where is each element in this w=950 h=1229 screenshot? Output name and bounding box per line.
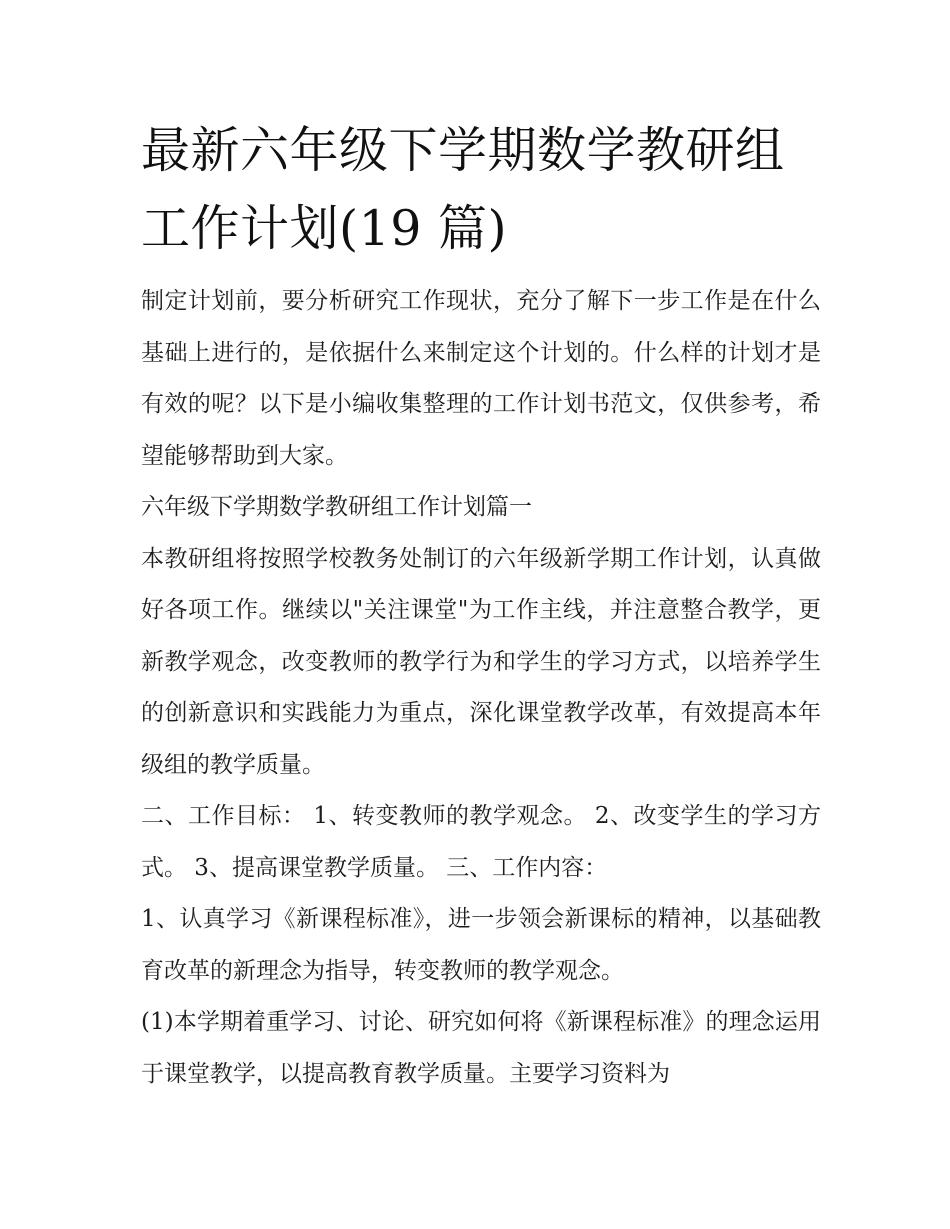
content-item-1: 1、认真学习《新课程标准》，进一步领会新课标的精神，以基础教育改革的新理念为指导，转变教师的教学观念。 [141, 906, 821, 984]
intro-paragraph: 制定计划前，要分析研究工作现状，充分了解下一步工作是在什么基础上进行的，是依据什么来制定这个计划的。什么样的计划才是有效的呢？以下是小编收集整理的工作计划书范文，仅供参考，希望能够帮助到大家。 [141, 288, 821, 469]
document-body [141, 276, 821, 1100]
content-subitem-1: (1)本学期着重学习、讨论、研究如何将《新课程标准》的理念运用于课堂教学，以提高教育教学质量。主要学习资料为 [141, 1009, 821, 1087]
body-paragraph: 本教研组将按照学校教务处制订的六年级新学期工作计划，认真做好各项工作。继续以"关注课堂"为工作主线，并注意整合教学，更新教学观念，改变教师的教学行为和学生的学习方式，以培养学生的创新意识和实践能力为重点，深化课堂教学改革，有效提高本年级组的教学质量。 [141, 545, 821, 778]
goals-paragraph: 二、工作目标： 1、转变教师的教学观念。 2、改变学生的学习方式。 3、提高课堂教学质量。 三、工作内容： [141, 803, 821, 881]
document-title: 最新六年级下学期数学教研组工作计划(19 篇) [141, 122, 785, 257]
section-heading: 六年级下学期数学教研组工作计划篇一 [141, 494, 532, 520]
